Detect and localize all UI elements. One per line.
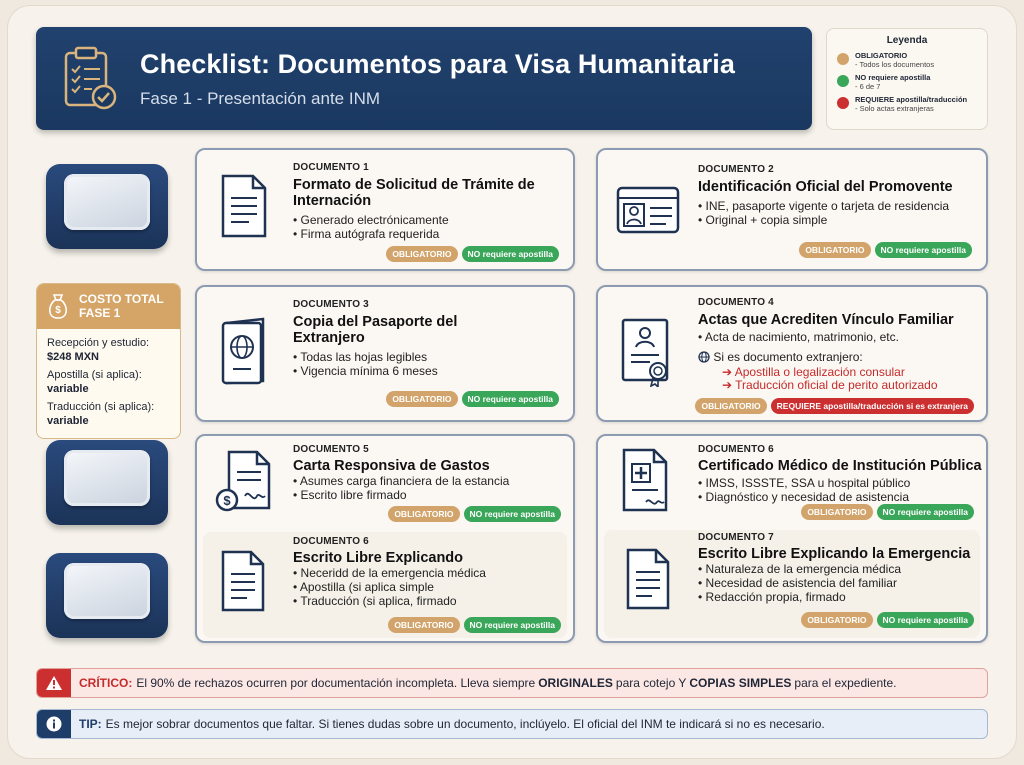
badge-obligatorio: OBLIGATORIO: [801, 504, 872, 520]
foreign-step-apostilla: ➔ Apostilla o legalización consular: [722, 365, 905, 379]
legend-title: Leyenda: [886, 35, 928, 46]
document-card-group-right: [596, 434, 988, 643]
badge-group: [801, 612, 974, 628]
document-bullets: [293, 213, 449, 241]
document-number: DOCUMENTO 4: [698, 297, 774, 308]
tip-text: Es mejor sobrar documentos que faltar. Si tienes dudas sobre un documento, inclúyelo. El oficial del INM te indicará si no es necesario.: [105, 717, 825, 731]
document-number: DOCUMENTO 3: [293, 299, 369, 310]
critical-text: El 90% de rechazos ocurren por documentación incompleta. Lleva siempre: [136, 676, 536, 690]
badge-obligatorio: OBLIGATORIO: [386, 246, 457, 262]
legend-item-obligatorio: [835, 51, 979, 69]
document-number: DOCUMENTO 1: [293, 162, 369, 173]
svg-text:$: $: [55, 305, 61, 316]
badge-no-apostilla: NO requiere apostilla: [462, 391, 560, 407]
legend-label: REQUIERE apostilla/traducción: [855, 95, 968, 104]
badge-group: [388, 617, 561, 633]
cost-title-phase: FASE 1: [79, 306, 121, 320]
legend-label: NO requiere apostilla: [855, 73, 931, 82]
list-item: • Generado electrónicamente: [293, 213, 449, 227]
document-bullets: [698, 476, 910, 504]
medical-certificate-icon: [620, 448, 680, 514]
badge-no-apostilla: NO requiere apostilla: [462, 246, 560, 262]
cost-value: variable: [47, 415, 89, 427]
badge-obligatorio: OBLIGATORIO: [388, 506, 459, 522]
signed-money-document-icon: [215, 450, 273, 516]
legend-desc: - 6 de 7: [855, 82, 881, 91]
decorative-tile: [46, 440, 168, 525]
document-bullets: [698, 330, 899, 344]
badge-requiere-apostilla: REQUIERE apostilla/traducción si es extranjera: [771, 398, 974, 414]
tip-label: TIP:: [79, 717, 102, 731]
badge-obligatorio: OBLIGATORIO: [695, 398, 766, 414]
cost-body: [37, 329, 180, 439]
document-card-2: [596, 148, 988, 271]
legend-dot-green: [837, 75, 849, 87]
legend-dot-gold: [837, 53, 849, 65]
passport-icon: [219, 317, 273, 385]
document-title: Actas que Acrediten Vínculo Familiar: [698, 312, 954, 328]
badge-obligatorio: OBLIGATORIO: [388, 617, 459, 633]
document-bullets: [698, 199, 949, 227]
badge-obligatorio: OBLIGATORIO: [801, 612, 872, 628]
legend-item-requiere: [835, 95, 979, 113]
badge-no-apostilla: NO requiere apostilla: [464, 617, 562, 633]
money-bag-icon: [47, 292, 69, 320]
decorative-tile: [46, 164, 168, 249]
document-card-1: [195, 148, 575, 271]
list-item: • INE, pasaporte vigente o tarjeta de residencia: [698, 199, 949, 213]
info-icon: [37, 710, 71, 738]
list-item: • Necesidad de asistencia del familiar: [698, 576, 901, 590]
document-title: Escrito Libre Explicando: [293, 550, 464, 566]
badge-group: [801, 504, 974, 520]
clipboard-check-icon: [60, 45, 120, 113]
document-title: Copia del Pasaporte del Extranjero: [293, 314, 458, 346]
document-title: Identificación Oficial del Promovente: [698, 179, 953, 195]
list-item: • Naturaleza de la emergencia médica: [698, 562, 901, 576]
cost-value: $248 MXN: [47, 351, 99, 363]
document-subcard-6: [203, 532, 567, 638]
list-item: • Vigencia mínima 6 meses: [293, 364, 438, 378]
cost-label: Traducción (si aplica):: [47, 401, 155, 413]
cost-label: Apostilla (si aplica):: [47, 369, 142, 381]
list-item: • Redacción propia, firmado: [698, 590, 901, 604]
document-card-3: [195, 285, 575, 422]
legend-label: OBLIGATORIO: [855, 51, 908, 60]
list-item: • Asumes carga financiera de la estancia: [293, 474, 509, 488]
list-item: • Diagnóstico y necesidad de asistencia: [698, 490, 910, 504]
critical-bold: ORIGINALES: [538, 676, 613, 690]
document-number: DOCUMENTO 5: [293, 444, 369, 455]
foreign-note: [698, 350, 863, 364]
badge-no-apostilla: NO requiere apostilla: [877, 504, 975, 520]
document-title: Escrito Libre Explicando la Emergencia: [698, 546, 971, 562]
certificate-icon: [620, 317, 674, 387]
page-subtitle: Fase 1 - Presentación ante INM: [140, 89, 381, 108]
svg-text:$: $: [223, 493, 231, 508]
cost-panel: [36, 283, 181, 439]
legend-dot-red: [837, 97, 849, 109]
list-item: • Firma autógrafa requerida: [293, 227, 449, 241]
legend-panel: [826, 28, 988, 130]
document-bullets: [293, 566, 486, 608]
badge-no-apostilla: NO requiere apostilla: [464, 506, 562, 522]
document-title: Certificado Médico de Institución Pública: [698, 458, 982, 474]
cost-title: COSTO TOTAL: [79, 292, 164, 306]
document-number: DOCUMENTO 7: [698, 532, 774, 543]
cost-value: variable: [47, 383, 89, 395]
critical-label: CRÍTICO:: [79, 676, 133, 690]
badge-obligatorio: OBLIGATORIO: [386, 391, 457, 407]
list-item: • Escrito libre firmado: [293, 488, 509, 502]
foreign-note-text: Si es documento extranjero:: [713, 350, 863, 364]
document-number: DOCUMENTO 6: [698, 444, 774, 455]
document-bullets: [698, 562, 901, 604]
document-bullets: [293, 474, 509, 502]
critical-text: para el expediente.: [794, 676, 897, 690]
page-title: Checklist: Documentos para Visa Humanitaria: [140, 49, 735, 79]
decorative-tile: [46, 553, 168, 638]
badge-no-apostilla: NO requiere apostilla: [877, 612, 975, 628]
critical-bold: COPIAS SIMPLES: [689, 676, 792, 690]
list-item: • Acta de nacimiento, matrimonio, etc.: [698, 330, 899, 344]
list-item: • IMSS, ISSSTE, SSA u hospital público: [698, 476, 910, 490]
badge-no-apostilla: NO requiere apostilla: [875, 242, 973, 258]
critical-text: para cotejo Y: [615, 676, 687, 690]
list-item: • Traducción (si aplica, firmado: [293, 594, 486, 608]
id-card-icon: [616, 186, 680, 234]
document-card-4: [596, 285, 988, 422]
document-title: Carta Responsiva de Gastos: [293, 458, 490, 474]
cost-header: [37, 284, 180, 329]
document-subcard-7: [604, 530, 980, 638]
document-bullets: [293, 350, 438, 378]
badge-group: [386, 391, 559, 407]
list-item: • Apostilla (si aplica simple: [293, 580, 486, 594]
legend-item-no-apostilla: [835, 73, 979, 91]
header-banner: [36, 27, 812, 130]
document-number: DOCUMENTO 2: [698, 164, 774, 175]
warning-icon: [37, 669, 71, 697]
badge-group: [695, 398, 974, 414]
list-item: • Original + copia simple: [698, 213, 949, 227]
badge-group: [799, 242, 972, 258]
badge-group: [386, 246, 559, 262]
cost-label: Recepción y estudio:: [47, 337, 150, 349]
globe-icon: [698, 351, 710, 363]
foreign-step-traduccion: ➔ Traducción oficial de perito autorizado: [722, 378, 938, 392]
document-number: DOCUMENTO 6: [293, 536, 369, 547]
document-icon: [624, 548, 672, 610]
badge-group: [388, 506, 561, 522]
badge-obligatorio: OBLIGATORIO: [799, 242, 870, 258]
tip-alert: [36, 709, 988, 739]
document-title: Formato de Solicitud de Trámite de Internación: [293, 177, 535, 209]
list-item: • Neceridd de la emergencia médica: [293, 566, 486, 580]
document-card-group-left: [195, 434, 575, 643]
list-item: • Todas las hojas legibles: [293, 350, 438, 364]
critical-alert: [36, 668, 988, 698]
legend-desc: - Solo actas extranjeras: [855, 104, 934, 113]
document-icon: [219, 550, 267, 612]
legend-desc: - Todos los documentos: [855, 60, 935, 69]
document-icon: [219, 174, 269, 238]
